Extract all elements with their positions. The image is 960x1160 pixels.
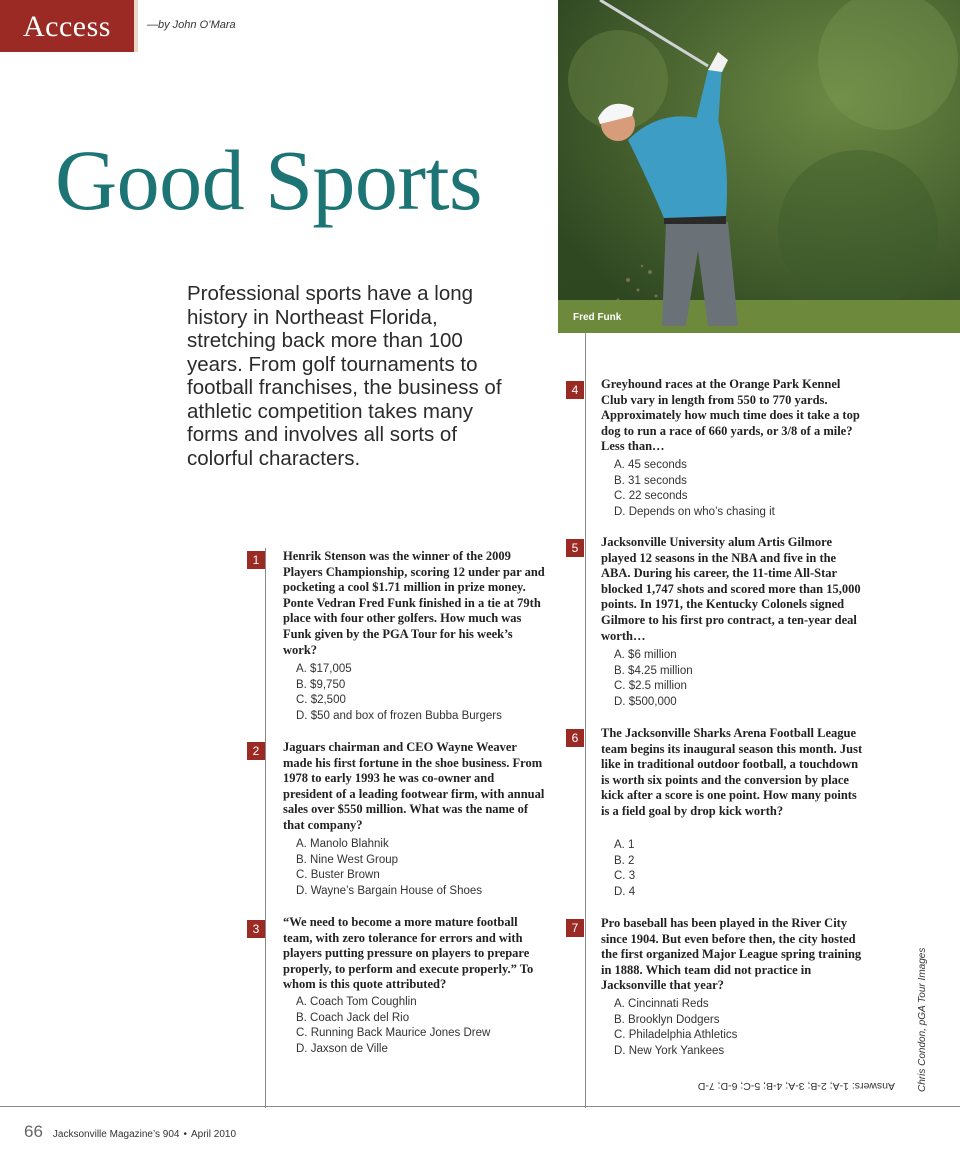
column-divider-right xyxy=(585,333,586,1108)
answer-option: B. Coach Jack del Rio xyxy=(296,1011,410,1024)
answer-option: B. $4.25 million xyxy=(614,664,693,677)
answer-option: B. Nine West Group xyxy=(296,853,399,866)
question-number-badge: 4 xyxy=(566,381,584,399)
answer-options xyxy=(614,458,775,520)
question-number-badge: 3 xyxy=(247,920,265,938)
answer-option: C. Buster Brown xyxy=(296,869,380,882)
publication-name: Jacksonville Magazine’s 904 xyxy=(52,1129,180,1140)
answer-options xyxy=(614,648,693,710)
question-text: Greyhound races at the Orange Park Kennel Club vary in length from 550 to 770 yards. Approximately how much time does it take a top dog to run a race of 660 yards, or 3/8 of a mile? Less than… xyxy=(601,377,860,454)
question-number-badge: 6 xyxy=(566,729,584,747)
answer-option: C. 3 xyxy=(614,870,636,883)
question-number-badge: 1 xyxy=(247,551,265,569)
answer-option: D. $500,000 xyxy=(614,695,677,708)
golfer-photo xyxy=(558,0,960,333)
answer-options xyxy=(614,838,635,900)
answer-option: D. Wayne’s Bargain House of Shoes xyxy=(296,884,483,897)
page-title: Good Sports xyxy=(55,132,482,228)
question-number-badge: 2 xyxy=(247,742,265,760)
byline: —by John O’Mara xyxy=(147,19,236,31)
answer-option: B. Brooklyn Dodgers xyxy=(614,1013,720,1026)
golfer-illustration xyxy=(558,0,960,333)
question-text: “We need to become a more mature football team, with zero tolerance for errors and with players putting pressure on players to prepare properly, to perform and execute properly.” To whom is this quote attributed? xyxy=(283,915,534,992)
answer-key: Answers: 1-A; 2-B; 3-A; 4-B; 5-C; 6-D; 7-D xyxy=(697,1080,895,1092)
answer-option: A. Manolo Blahnik xyxy=(296,838,389,850)
answer-options xyxy=(614,997,737,1059)
page-footer xyxy=(24,1122,236,1142)
photo-credit: Chris Condon, pGA Tour Images xyxy=(917,947,928,1092)
answer-option: A. 45 seconds xyxy=(614,459,687,471)
answer-option: A. 1 xyxy=(614,839,635,851)
question-number-badge: 7 xyxy=(566,919,584,937)
section-tab xyxy=(0,0,138,52)
question-text: Jaguars chairman and CEO Wayne Weaver made his first fortune in the shoe business. From 1978 to early 1993 he was co-owner and president of a leading footwear firm, with annual sales over $550 million. What was the name of that company? xyxy=(283,740,545,832)
question-text: Pro baseball has been played in the River City since 1904. But even before then, the city hosted the first organized Major League spring training in 1888. Which team did not practice in Jacksonville that year? xyxy=(601,916,862,993)
answer-option: C. 22 seconds xyxy=(614,490,688,503)
answer-options xyxy=(296,995,490,1057)
question-text: Jacksonville University alum Artis Gilmore played 12 seasons in the NBA and five in the ABA. During his career, the 11-time All-Star blocked 1,747 shots and scored more than 15,000 points. In 1971, the Kentucky Colonels signed Gilmore to his first pro contract, a ten-year deal worth… xyxy=(601,535,861,643)
answer-option: C. $2,500 xyxy=(296,694,346,707)
answer-option: D. Jaxson de Ville xyxy=(296,1042,388,1055)
photo-caption: Fred Funk xyxy=(573,312,622,323)
answer-option: D. Depends on who’s chasing it xyxy=(614,505,775,518)
answer-option: D. $50 and box of frozen Bubba Burgers xyxy=(296,709,502,722)
issue-date: April 2010 xyxy=(191,1129,237,1140)
answer-option: A. $6 million xyxy=(614,649,677,661)
column-divider-left xyxy=(265,548,266,1108)
answer-option: B. $9,750 xyxy=(296,678,346,691)
footer-divider xyxy=(0,1106,960,1107)
question-text: The Jacksonville Sharks Arena Football League team begins its inaugural season this month. Just like in traditional outdoor football, a touchdown is worth six points and the conversion by place kick after a score is one point. How many points is a field goal by drop kick worth? xyxy=(601,726,863,818)
intro-paragraph: Professional sports have a long history in Northeast Florida, stretching back more than 100 years. From golf tournaments to football franchises, the business of athletic competition takes many forms and involves all sorts of colorful characters. xyxy=(187,282,502,470)
answer-option: B. 2 xyxy=(614,854,635,867)
section-label: Access xyxy=(23,10,111,43)
answer-option: C. Running Back Maurice Jones Drew xyxy=(296,1027,491,1040)
answer-option: A. Cincinnati Reds xyxy=(614,998,709,1010)
answer-option: B. 31 seconds xyxy=(614,474,687,487)
answer-option: A. $17,005 xyxy=(296,663,352,675)
question-number-badge: 5 xyxy=(566,539,584,557)
answer-option: D. 4 xyxy=(614,885,636,898)
answer-option: A. Coach Tom Coughlin xyxy=(296,996,417,1008)
answer-option: C. $2.5 million xyxy=(614,680,687,693)
answer-option: C. Philadelphia Athletics xyxy=(614,1029,738,1042)
answer-option: D. New York Yankees xyxy=(614,1044,725,1057)
separator-dot: • xyxy=(183,1129,187,1140)
answer-options xyxy=(296,662,502,724)
question-text: Henrik Stenson was the winner of the 2009 Players Championship, scoring 12 under par and pocketing a cool $1.71 million in prize money. Ponte Vedran Fred Funk finished in a tie at 79th place with four other golfers. How much was Funk given by the PGA Tour for his week’s work? xyxy=(283,549,545,657)
page-number: 66 xyxy=(24,1122,43,1141)
answer-options xyxy=(296,837,482,899)
